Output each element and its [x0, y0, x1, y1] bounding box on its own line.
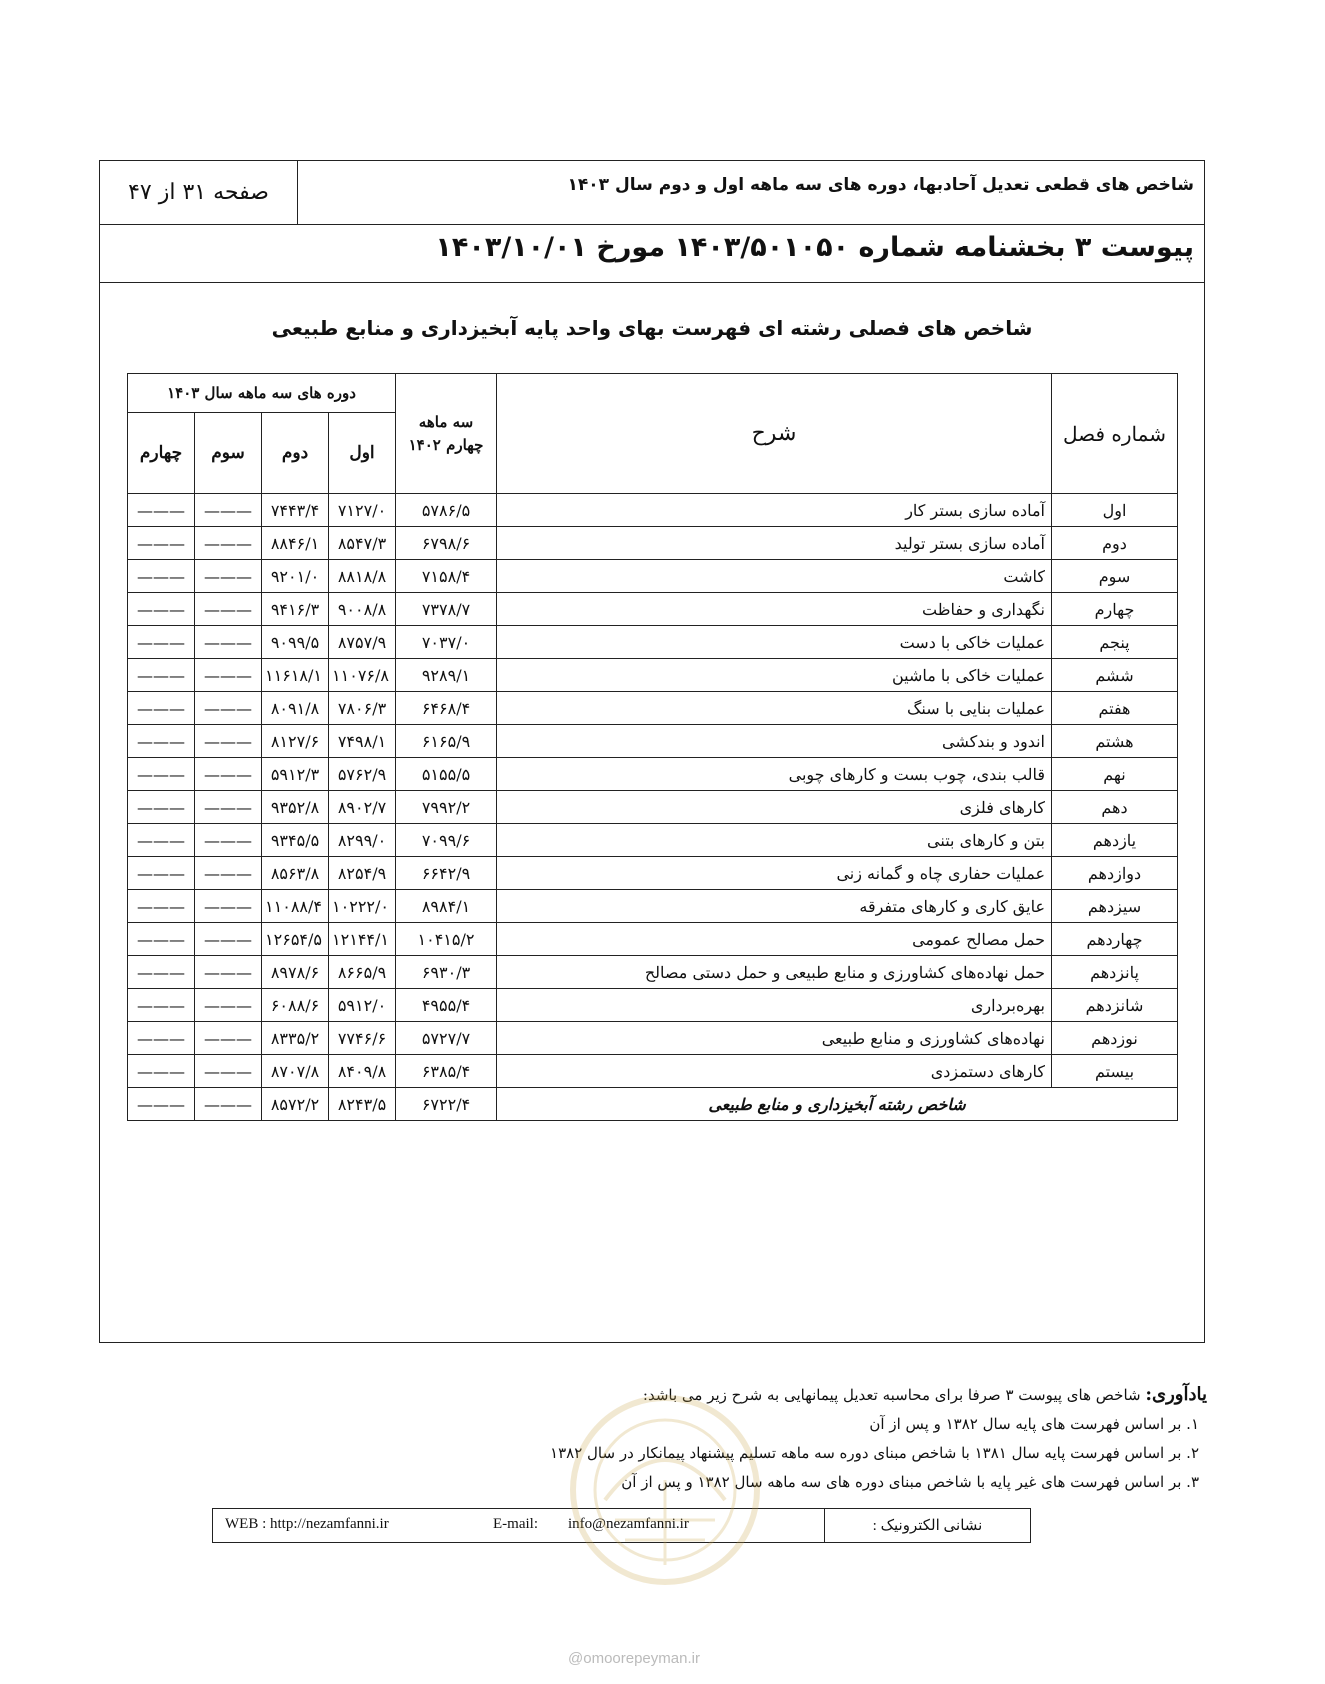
- q1-cell: ۸۲۵۴/۹: [329, 857, 396, 890]
- q4-cell: ———: [128, 824, 195, 857]
- table-row: [128, 1055, 1178, 1088]
- q4-1402-cell: ۵۷۸۶/۵: [396, 494, 497, 527]
- table-row: [128, 527, 1178, 560]
- page-number: صفحه ۳۱ از ۴۷: [100, 161, 298, 224]
- chapter-cell: چهاردهم: [1052, 923, 1178, 956]
- description-cell: عملیات بنایی با سنگ: [497, 692, 1052, 725]
- q3-cell: ———: [195, 956, 262, 989]
- chapter-cell: ششم: [1052, 659, 1178, 692]
- table-row: [128, 494, 1178, 527]
- q4-cell: ———: [128, 494, 195, 527]
- attachment-title: پیوست ۳ بخشنامه شماره ۱۴۰۳/۵۰۱۰۵۰ مورخ ۱۴۰۳/۱۰/۰۱: [435, 232, 1194, 263]
- description-cell: عایق کاری و کارهای متفرقه: [497, 890, 1052, 923]
- chapter-cell: یازدهم: [1052, 824, 1178, 857]
- q4-cell: ———: [128, 626, 195, 659]
- notes-label: یادآوری:: [1145, 1384, 1207, 1405]
- q4-1402-cell: ۴۹۵۵/۴: [396, 989, 497, 1022]
- table-row: [128, 758, 1178, 791]
- description-cell: عملیات خاکی با دست: [497, 626, 1052, 659]
- description-cell: حمل نهاده‌های کشاورزی و منابع طبیعی و حمل دستی مصالح: [497, 956, 1052, 989]
- q3-cell: ———: [195, 989, 262, 1022]
- chapter-cell: سوم: [1052, 560, 1178, 593]
- chapter-cell: شانزدهم: [1052, 989, 1178, 1022]
- q4-1402-cell: ۹۲۸۹/۱: [396, 659, 497, 692]
- table-row: [128, 725, 1178, 758]
- header-q4: چهارم: [128, 413, 195, 494]
- q2-cell: ۱۱۰۸۸/۴: [262, 890, 329, 923]
- table-row: [128, 890, 1178, 923]
- q4-cell: ———: [128, 560, 195, 593]
- chapter-cell: هفتم: [1052, 692, 1178, 725]
- header-title: شاخص های قطعی تعدیل آحادبها، دوره های سه ماهه اول و دوم سال ۱۴۰۳: [567, 175, 1194, 195]
- notes-item: ۲. بر اساس فهرست پایه سال ۱۳۸۱ با شاخص مبنای دوره سه ماهه تسلیم پیشنهاد پیمانکار در سال ۱۳۸۲: [550, 1444, 1199, 1462]
- q3-cell: ———: [195, 1022, 262, 1055]
- q3-cell: ———: [195, 593, 262, 626]
- chapter-cell: پانزدهم: [1052, 956, 1178, 989]
- q1-cell: ۷۷۴۶/۶: [329, 1022, 396, 1055]
- q4-cell: ———: [128, 1055, 195, 1088]
- q2-cell: ۹۳۵۲/۸: [262, 791, 329, 824]
- notes-intro: شاخص های پیوست ۳ صرفا برای محاسبه تعدیل پیمانهایی به شرح زیر می باشد:: [642, 1386, 1141, 1404]
- description-cell: قالب بندی، چوب بست و کارهای چوبی: [497, 758, 1052, 791]
- q4-cell: ———: [128, 692, 195, 725]
- q1-cell: ۱۱۰۷۶/۸: [329, 659, 396, 692]
- header-description: شرح: [497, 374, 1052, 494]
- q1-cell: ۷۴۹۸/۱: [329, 725, 396, 758]
- q4-cell: ———: [128, 857, 195, 890]
- total-q1-cell: ۸۲۴۳/۵: [329, 1088, 396, 1121]
- q2-cell: ۸۵۶۳/۸: [262, 857, 329, 890]
- chapter-cell: بیستم: [1052, 1055, 1178, 1088]
- q4-1402-cell: ۷۰۳۷/۰: [396, 626, 497, 659]
- q3-cell: ———: [195, 857, 262, 890]
- notes-item: ۱. بر اساس فهرست های پایه سال ۱۳۸۲ و پس از آن: [869, 1415, 1199, 1433]
- chapter-cell: سیزدهم: [1052, 890, 1178, 923]
- q2-cell: ۱۲۶۵۴/۵: [262, 923, 329, 956]
- q4-1402-cell: ۶۱۶۵/۹: [396, 725, 497, 758]
- q2-cell: ۸۹۷۸/۶: [262, 956, 329, 989]
- description-cell: بتن و کارهای بتنی: [497, 824, 1052, 857]
- table-row: [128, 824, 1178, 857]
- chapter-cell: نهم: [1052, 758, 1178, 791]
- q4-1402-cell: ۶۹۳۰/۳: [396, 956, 497, 989]
- chapter-cell: دوم: [1052, 527, 1178, 560]
- table-row: [128, 857, 1178, 890]
- watermark-seal-icon: [565, 1390, 765, 1590]
- q1-cell: ۸۴۰۹/۸: [329, 1055, 396, 1088]
- q4-cell: ———: [128, 890, 195, 923]
- q1-cell: ۸۲۹۹/۰: [329, 824, 396, 857]
- description-cell: نهاده‌های کشاورزی و منابع طبیعی: [497, 1022, 1052, 1055]
- q1-cell: ۵۹۱۲/۰: [329, 989, 396, 1022]
- q2-cell: ۸۸۴۶/۱: [262, 527, 329, 560]
- q3-cell: ———: [195, 659, 262, 692]
- header-row: [100, 161, 1204, 225]
- description-cell: کارهای فلزی: [497, 791, 1052, 824]
- q4-cell: ———: [128, 527, 195, 560]
- q4-cell: ———: [128, 989, 195, 1022]
- q4-cell: ———: [128, 758, 195, 791]
- q3-cell: ———: [195, 725, 262, 758]
- q4-cell: ———: [128, 659, 195, 692]
- chapter-cell: نوزدهم: [1052, 1022, 1178, 1055]
- web-link[interactable]: WEB : http://nezamfanni.ir: [225, 1516, 389, 1532]
- q1-cell: ۸۵۴۷/۳: [329, 527, 396, 560]
- q4-1402-cell: ۶۳۸۵/۴: [396, 1055, 497, 1088]
- q1-cell: ۹۰۰۸/۸: [329, 593, 396, 626]
- chapter-cell: اول: [1052, 494, 1178, 527]
- q3-cell: ———: [195, 1055, 262, 1088]
- q3-cell: ———: [195, 824, 262, 857]
- attachment-row: [100, 224, 1204, 283]
- chapter-cell: پنجم: [1052, 626, 1178, 659]
- q4-cell: ———: [128, 791, 195, 824]
- header-chapter: شماره فصل: [1052, 374, 1178, 494]
- chapter-cell: هشتم: [1052, 725, 1178, 758]
- header-periods-1403: دوره های سه ماهه سال ۱۴۰۳: [128, 374, 396, 413]
- q4-cell: ———: [128, 1022, 195, 1055]
- q2-cell: ۹۴۱۶/۳: [262, 593, 329, 626]
- description-cell: عملیات خاکی با ماشین: [497, 659, 1052, 692]
- q2-cell: ۹۲۰۱/۰: [262, 560, 329, 593]
- q2-cell: ۸۳۳۵/۲: [262, 1022, 329, 1055]
- q1-cell: ۷۸۰۶/۳: [329, 692, 396, 725]
- q3-cell: ———: [195, 890, 262, 923]
- q2-cell: ۱۱۶۱۸/۱: [262, 659, 329, 692]
- q3-cell: ———: [195, 758, 262, 791]
- q1-cell: ۸۶۶۵/۹: [329, 956, 396, 989]
- q3-cell: ———: [195, 923, 262, 956]
- table-row: [128, 692, 1178, 725]
- q4-1402-cell: ۶۶۴۲/۹: [396, 857, 497, 890]
- description-cell: عملیات حفاری چاه و گمانه زنی: [497, 857, 1052, 890]
- q4-1402-cell: ۷۹۹۲/۲: [396, 791, 497, 824]
- q3-cell: ———: [195, 560, 262, 593]
- total-q2-cell: ۸۵۷۲/۲: [262, 1088, 329, 1121]
- description-cell: بهره‌برداری: [497, 989, 1052, 1022]
- q1-cell: ۱۰۲۲۲/۰: [329, 890, 396, 923]
- table-body: [128, 494, 1178, 1121]
- q3-cell: ———: [195, 626, 262, 659]
- q4-1402-cell: ۶۴۶۸/۴: [396, 692, 497, 725]
- q4-cell: ———: [128, 956, 195, 989]
- q4-1402-cell: ۷۳۷۸/۷: [396, 593, 497, 626]
- table-row: [128, 923, 1178, 956]
- chapter-cell: چهارم: [1052, 593, 1178, 626]
- total-q4-cell: ———: [128, 1088, 195, 1121]
- header-q4-1402: سه ماهه چهارم ۱۴۰۲: [396, 374, 497, 494]
- description-cell: کارهای دستمزدی: [497, 1055, 1052, 1088]
- header-q3: سوم: [195, 413, 262, 494]
- total-q3-cell: ———: [195, 1088, 262, 1121]
- q4-1402-cell: ۵۱۵۵/۵: [396, 758, 497, 791]
- watermark-site: @omoorepeyman.ir: [568, 1650, 700, 1667]
- contact-label: نشانی الکترونیک :: [824, 1509, 1030, 1542]
- total-row: [128, 1088, 1178, 1121]
- q3-cell: ———: [195, 494, 262, 527]
- q2-cell: ۷۴۴۳/۴: [262, 494, 329, 527]
- chapter-cell: دوازدهم: [1052, 857, 1178, 890]
- q2-cell: ۵۹۱۲/۳: [262, 758, 329, 791]
- table-row: [128, 1022, 1178, 1055]
- q4-1402-cell: ۷۰۹۹/۶: [396, 824, 497, 857]
- description-cell: آماده سازی بستر کار: [497, 494, 1052, 527]
- q1-cell: ۸۷۵۷/۹: [329, 626, 396, 659]
- description-cell: کاشت: [497, 560, 1052, 593]
- q4-cell: ———: [128, 725, 195, 758]
- header-q2: دوم: [262, 413, 329, 494]
- q4-cell: ———: [128, 923, 195, 956]
- table-row: [128, 626, 1178, 659]
- q1-cell: ۸۸۱۸/۸: [329, 560, 396, 593]
- q2-cell: ۹۳۴۵/۵: [262, 824, 329, 857]
- email-label: E-mail:: [493, 1516, 538, 1532]
- q2-cell: ۶۰۸۸/۶: [262, 989, 329, 1022]
- table-row: [128, 659, 1178, 692]
- q2-cell: ۸۰۹۱/۸: [262, 692, 329, 725]
- description-cell: نگهداری و حفاظت: [497, 593, 1052, 626]
- q3-cell: ———: [195, 791, 262, 824]
- q3-cell: ———: [195, 692, 262, 725]
- q1-cell: ۸۹۰۲/۷: [329, 791, 396, 824]
- table-row: [128, 791, 1178, 824]
- index-table: [127, 373, 1178, 1121]
- chapter-cell: دهم: [1052, 791, 1178, 824]
- q1-cell: ۷۱۲۷/۰: [329, 494, 396, 527]
- table-row: [128, 989, 1178, 1022]
- header-q1: اول: [329, 413, 396, 494]
- email-link[interactable]: info@nezamfanni.ir: [568, 1516, 689, 1532]
- table-row: [128, 956, 1178, 989]
- q2-cell: ۸۱۲۷/۶: [262, 725, 329, 758]
- q4-1402-cell: ۵۷۲۷/۷: [396, 1022, 497, 1055]
- description-cell: آماده سازی بستر تولید: [497, 527, 1052, 560]
- table-row: [128, 593, 1178, 626]
- q2-cell: ۹۰۹۹/۵: [262, 626, 329, 659]
- total-q4-1402-cell: ۶۷۲۲/۴: [396, 1088, 497, 1121]
- table-row: [128, 560, 1178, 593]
- q4-1402-cell: ۶۷۹۸/۶: [396, 527, 497, 560]
- description-cell: حمل مصالح عمومی: [497, 923, 1052, 956]
- total-description-cell: شاخص رشته آبخیزداری و منابع طبیعی: [497, 1088, 1178, 1121]
- q3-cell: ———: [195, 527, 262, 560]
- q4-1402-cell: ۱۰۴۱۵/۲: [396, 923, 497, 956]
- section-title: شاخص های فصلی رشته ای فهرست بهای واحد پایه آبخیزداری و منابع طبیعی: [271, 316, 1033, 340]
- q4-1402-cell: ۸۹۸۴/۱: [396, 890, 497, 923]
- q4-1402-cell: ۷۱۵۸/۴: [396, 560, 497, 593]
- q1-cell: ۱۲۱۴۴/۱: [329, 923, 396, 956]
- q1-cell: ۵۷۶۲/۹: [329, 758, 396, 791]
- q2-cell: ۸۷۰۷/۸: [262, 1055, 329, 1088]
- description-cell: اندود و بندکشی: [497, 725, 1052, 758]
- q4-cell: ———: [128, 593, 195, 626]
- notes-item: ۳. بر اساس فهرست های غیر پایه با شاخص مبنای دوره های سه ماهه سال ۱۳۸۲ و پس از آن: [621, 1473, 1199, 1491]
